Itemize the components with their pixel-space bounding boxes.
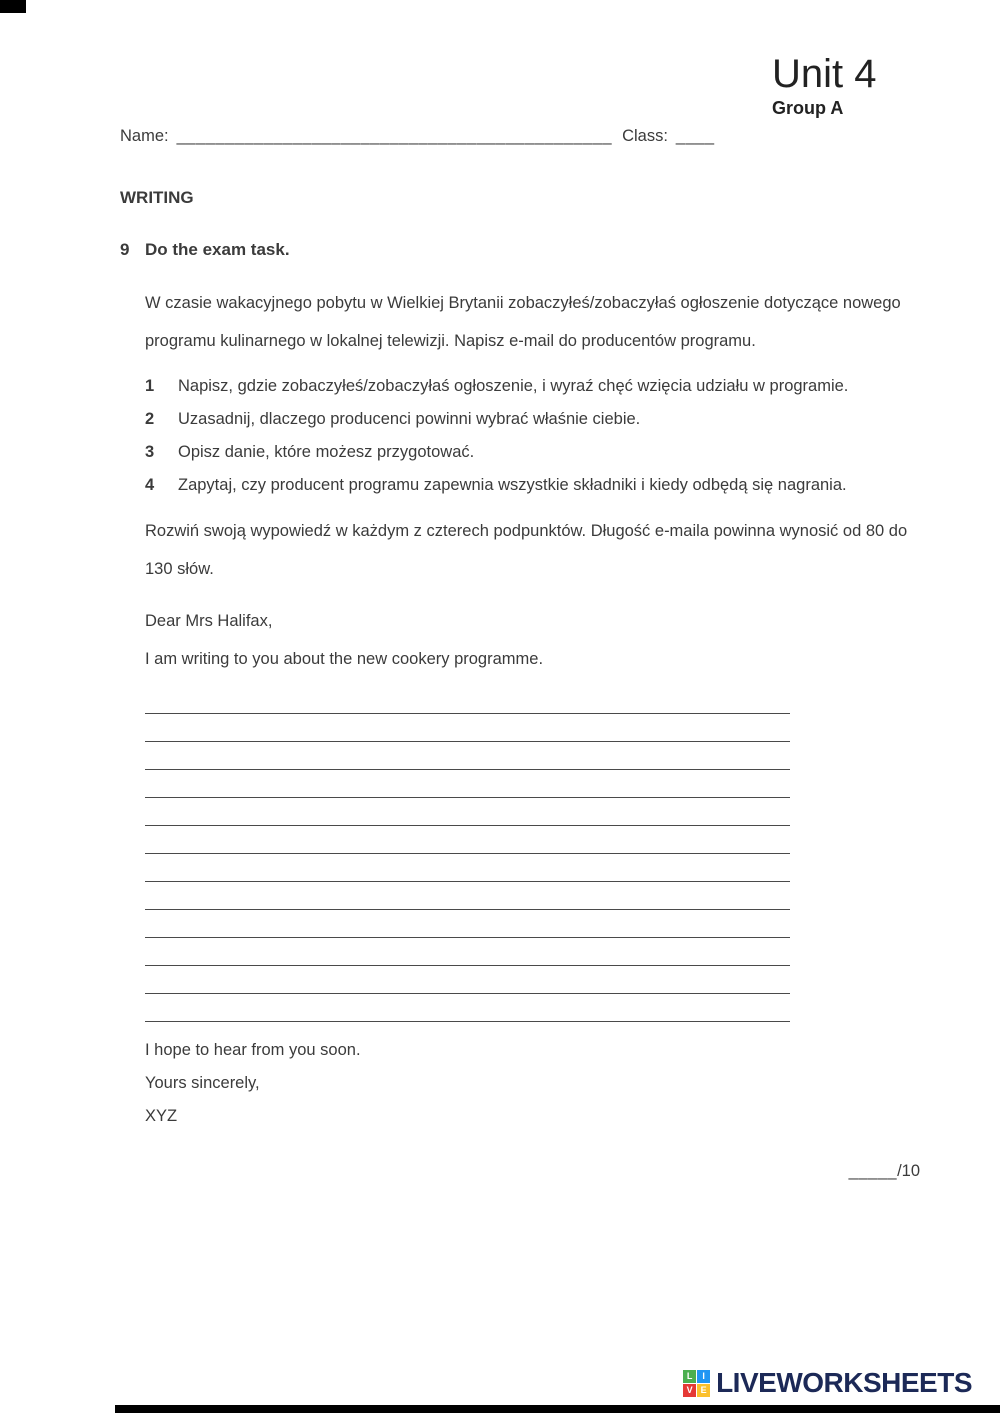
class-input-line[interactable]: ____ — [675, 127, 715, 145]
point-text: Uzasadnij, dlaczego producenci powinni wybrać właśnie ciebie. — [178, 410, 641, 428]
answer-line[interactable] — [145, 770, 790, 798]
icon-square-l: L — [683, 1370, 696, 1383]
icon-square-v: V — [683, 1384, 696, 1397]
letter-signature: XYZ — [145, 1107, 178, 1125]
task-point — [145, 436, 920, 469]
unit-title: Unit 4 — [772, 52, 877, 96]
answer-line[interactable] — [145, 714, 790, 742]
point-number: 1 — [145, 377, 155, 395]
task-title: Do the exam task. — [145, 240, 290, 259]
letter-closing-1: I hope to hear from you soon. — [145, 1041, 361, 1059]
task-point — [145, 469, 920, 502]
liveworksheets-wordmark: LIVEWORKSHEETS — [716, 1367, 972, 1398]
answer-line[interactable] — [145, 854, 790, 882]
answer-line[interactable] — [145, 826, 790, 854]
scan-artifact-top — [0, 0, 26, 13]
task-outro: Rozwiń swoją wypowiedź w każdym z czterech podpunktów. Długość e-maila powinna wynosić od 80 do 130 słów. — [145, 522, 908, 578]
class-label: Class: — [622, 127, 668, 145]
answer-line[interactable] — [145, 742, 790, 770]
task-body — [145, 284, 920, 1133]
score-label: /10 — [897, 1162, 920, 1180]
scan-artifact-bottom — [115, 1405, 1000, 1413]
point-number: 4 — [145, 476, 155, 494]
liveworksheets-icon — [683, 1370, 710, 1397]
liveworksheets-logo — [683, 1367, 972, 1399]
icon-square-i: I — [697, 1370, 710, 1383]
task-point — [145, 403, 920, 436]
task-point — [145, 370, 920, 403]
task-points — [145, 370, 920, 502]
answer-line[interactable] — [145, 938, 790, 966]
letter-salutation: Dear Mrs Halifax, — [145, 612, 273, 630]
point-text: Napisz, gdzie zobaczyłeś/zobaczyłaś ogłoszenie, i wyraź chęć wzięcia udziału w programie. — [178, 377, 849, 395]
answer-line[interactable] — [145, 798, 790, 826]
name-input-line[interactable]: _____________________________________________ — [176, 127, 613, 145]
point-number: 3 — [145, 443, 155, 461]
group-label: Group A — [772, 98, 844, 118]
point-text: Zapytaj, czy producent programu zapewnia wszystkie składniki i kiedy odbędą się nagrania. — [178, 476, 847, 494]
answer-line[interactable] — [145, 910, 790, 938]
score-row — [120, 1161, 920, 1181]
task-intro: W czasie wakacyjnego pobytu w Wielkiej Brytanii zobaczyłeś/zobaczyłaś ogłoszenie dotyczące nowego programu kulinarnego w lokalnej telewizji. Napisz e-mail do producentów programu. — [145, 294, 901, 350]
icon-square-e: E — [697, 1384, 710, 1397]
point-text: Opisz danie, które możesz przygotować. — [178, 443, 475, 461]
task-number: 9 — [120, 240, 130, 259]
name-label: Name: — [120, 127, 169, 145]
answer-line[interactable] — [145, 686, 790, 714]
name-class-row — [120, 126, 920, 146]
answer-line[interactable] — [145, 966, 790, 994]
letter-closing-2: Yours sincerely, — [145, 1074, 260, 1092]
answer-line[interactable] — [145, 882, 790, 910]
point-number: 2 — [145, 410, 155, 428]
letter-opening: I am writing to you about the new cookery programme. — [145, 650, 544, 668]
unit-header — [772, 52, 877, 119]
task-heading — [120, 240, 920, 260]
answer-lines — [145, 686, 790, 1022]
section-title: WRITING — [120, 188, 194, 207]
score-input-line[interactable]: _____ — [848, 1162, 898, 1180]
answer-line[interactable] — [145, 994, 790, 1022]
